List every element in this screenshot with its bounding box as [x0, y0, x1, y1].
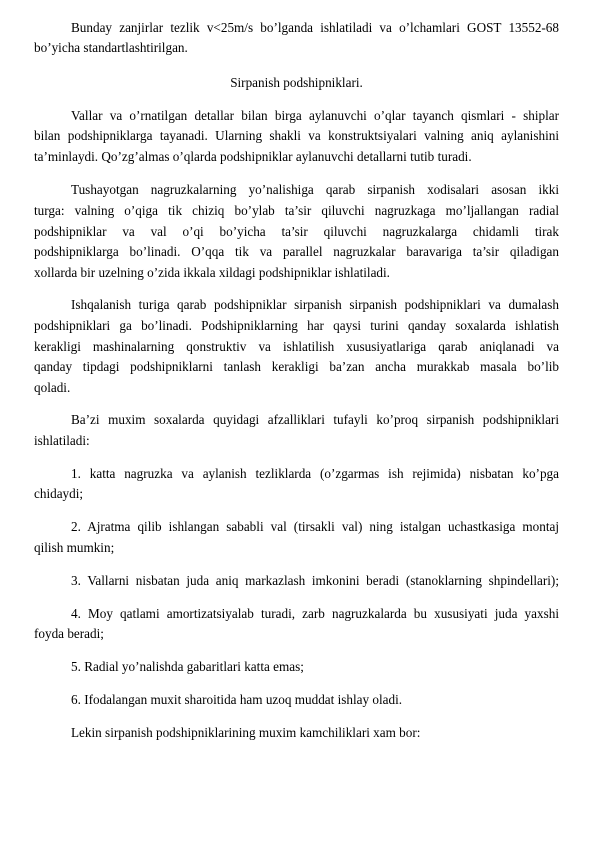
text-line: foyda beradi;: [34, 626, 104, 641]
text-line: Lekin sirpanish podshipniklarining muxim kamchiliklari xam bor:: [71, 725, 421, 740]
text-line: Ba’zi muxim soxalarda quyidagi afzalliklari tufayli ko’proq sirpanish podshipniklari: [71, 412, 559, 427]
text-line: bilan podshipniklarga tayanadi. Ularning shakli va konstruktsiyalari valning aniq aylanishini: [34, 128, 559, 143]
list-item: 6. Ifodalangan muxit sharoitida ham uzoq muddat ishlay oladi.: [71, 692, 403, 707]
text-line: Vallar va o’rnatilgan detallar bilan birga aylanuvchi o’qlar tayanch qismlari - shiplar: [71, 108, 559, 123]
text-line: ishlatiladi:: [34, 433, 90, 448]
list-item: 3. Vallarni nisbatan juda aniq markazlash imkonini beradi (stanoklarning shpindellari);: [71, 573, 559, 588]
list-item: 5. Radial yo’nalishda gabaritlari katta emas;: [71, 659, 304, 674]
text-line: podshipniklari ga bo’linadi. Podshipniklarning har qaysi turini qanday soxalarda ishlatish: [34, 318, 559, 333]
text-line: bo’yicha standartlashtirilgan.: [34, 40, 188, 55]
text-line: kerakligi mashinalarning qonstruktiv va ishlatilish xususiyatlariga qarab aniqlanadi va: [34, 339, 559, 354]
text-line: chidaydi;: [34, 486, 84, 501]
text-line: Tushayotgan nagruzkalarning yo’nalishiga qarab sirpanish xodisalari asosan ikki: [71, 182, 559, 197]
list-item: 4. Moy qatlami amortizatsiyalab turadi, zarb nagruzkalarda bu xususiyati juda yaxshi: [71, 606, 559, 621]
list-item: 2. Ajratma qilib ishlangan sababli val (tirsakli val) ning istalgan uchastkasiga montaj: [71, 519, 559, 534]
list-item: 1. katta nagruzka va aylanish tezliklarda (o’zgarmas ish rejimida) nisbatan ko’pga: [71, 466, 559, 481]
section-heading: Sirpanish podshipniklari.: [230, 75, 363, 90]
text-line: turga: valning o’qiga tik chiziq bo’ylab ta’sir qiluvchi nagruzkaga mo’ljallangan radial: [34, 203, 559, 218]
text-line: Bunday zanjirlar tezlik v<25m/s bo’lganda ishlatiladi va o’lchamlari GOST 13552-68: [71, 20, 559, 35]
text-line: podshipniklar va val o’qi bo’yicha ta’sir qiluvchi nagruzkalarga chidamli tirak: [34, 224, 559, 239]
text-line: qanday tipdagi podshipniklarni tanlash kerakligi ba’zan ancha murakkab masala bo’lib: [34, 359, 559, 374]
text-line: qoladi.: [34, 380, 71, 395]
text-line: Ishqalanish turiga qarab podshipniklar sirpanish sirpanish podshipniklari va dumalash: [71, 297, 559, 312]
text-line: podshipniklarga bo’linadi. O’qqa tik va parallel nagruzkalar baravariga ta’sir qiladigan: [34, 244, 559, 259]
text-line: qilish mumkin;: [34, 540, 115, 555]
text-line: ta’minlaydi. Qo’zg’almas o’qlarda podshipniklar aylanuvchi detallarni tutib turadi.: [34, 149, 472, 164]
text-line: xollarda bir uzelning o’zida ikkala xildagi podshipniklar ishlatiladi.: [34, 265, 390, 280]
